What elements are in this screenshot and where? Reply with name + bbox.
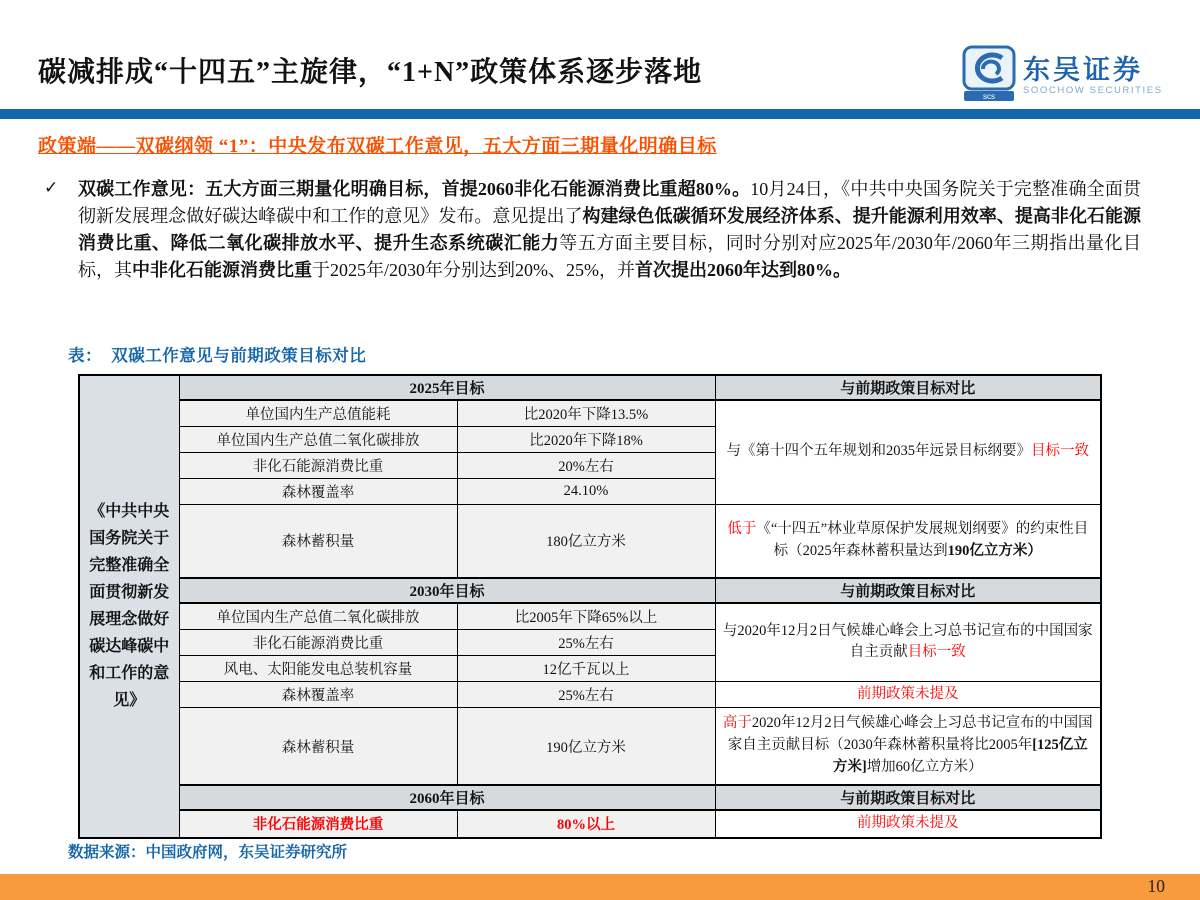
compare-bold: [125亿立方米] [832,737,1088,775]
compare-highlight: 目标一致 [1031,443,1090,460]
section-2030-title: 2030年目标 [179,578,715,603]
cell-indicator: 非化石能源消费比重 [179,629,457,655]
comparison-table-wrap [78,374,1102,839]
compare-text: 《“十四五”林业草原保护发展规划纲要》的约束性目标（2025年森林蓄积量达到 [756,521,1089,559]
compare-highlight: 目标一致 [907,644,966,661]
section-2025-title: 2025年目标 [179,375,715,400]
stub-cell-document-title: 《中共中央国务院关于完整准确全面贯彻新发展理念做好碳达峰碳中和工作的意见》 [79,375,179,838]
cell-value: 比2020年下降18% [457,426,715,452]
section-2030-header-row [79,578,1101,603]
company-logo [962,45,1163,106]
bullet-seg4: 等五方面主要目标，同时分别对应2025年/2030年/2060年三期指出量化目标，其 [78,233,1142,280]
cell-indicator: 森林覆盖率 [179,681,457,708]
cell-indicator: 单位国内生产总值二氧化碳排放 [179,426,457,452]
cell-value: 25%左右 [457,681,715,708]
cell-indicator: 单位国内生产总值能耗 [179,400,457,426]
cell-value: 20%左右 [457,452,715,478]
data-source-note: 数据来源：中国政府网，东吴证券研究所 [68,844,348,861]
section-2025-header-row [79,375,1101,400]
svg-text:scs: scs [983,92,995,101]
soochow-logo-icon [962,45,1016,106]
compare-prefix: 低于 [727,521,757,537]
cell-compare-2030-main [715,603,1101,681]
compare-text: 2020年12月2日气候雄心峰会上习总书记宣布的中国国家自主贡献目标（2030年森林蓄积量将比2005年 [727,715,1093,754]
compare-text: 与《第十四个五年规划和2035年远景目标纲要》 [726,443,1032,460]
section-heading: 政策端——双碳纲领 “1”：中央发布双碳工作意见，五大方面三期量化明确目标 [38,136,717,157]
cell-indicator: 森林蓄积量 [179,708,457,785]
cell-indicator: 单位国内生产总值二氧化碳排放 [179,603,457,629]
section-2060-header-row [79,785,1101,810]
table-row [79,603,1101,629]
compare-suffix: 立方米） [983,542,1042,559]
cell-value: 25%左右 [457,629,715,655]
compare-bold: 190亿 [947,542,984,559]
bullet-seg6: 于2025年/2030年分别达到20%、25%，并 [312,260,635,280]
compare-suffix: 增加60亿立方米） [866,758,983,775]
compare-header-2025: 与前期政策目标对比 [715,375,1101,400]
bullet-text [78,176,1141,284]
checkmark-icon: ✓ [44,178,59,198]
page-number: 10 [1147,876,1165,896]
cell-value: 比2020年下降13.5% [457,400,715,426]
cell-indicator: 非化石能源消费比重 [179,452,457,478]
comparison-table [78,374,1102,839]
table-row [79,708,1101,785]
table-caption: 表： 双碳工作意见与前期政策目标对比 [68,346,367,365]
cell-compare-2025-forest [715,504,1101,578]
table-row [79,681,1101,708]
table-row [79,504,1101,578]
cell-compare-2060: 前期政策未提及 [715,810,1101,838]
cell-value: 比2005年下降65%以上 [457,603,715,629]
cell-value: 190亿立方米 [457,708,715,785]
cell-compare-2030-forest [715,708,1101,785]
header-divider-bar [0,109,1200,119]
page-title: 碳减排成“十四五”主旋律，“1+N”政策体系逐步落地 [38,57,703,88]
bullet-paragraph [44,176,1141,284]
section-2060-title: 2060年目标 [179,785,715,810]
cell-compare-2030-coverage: 前期政策未提及 [715,681,1101,708]
table-row [79,810,1101,838]
logo-text [1023,55,1163,96]
cell-value: 180亿立方米 [457,504,715,578]
compare-prefix: 高于 [722,715,752,732]
logo-name-en: SOOCHOW SECURITIES [1023,85,1163,96]
cell-indicator: 森林蓄积量 [179,504,457,578]
cell-indicator: 森林覆盖率 [179,478,457,504]
bullet-seg2: 10月24日，《中共中央国务院关于完整准确全面贯彻新发展理念做好碳达峰碳中和工作的意见》发布。意见提出了 [78,179,1141,226]
cell-value: 80%以上 [457,810,715,838]
cell-indicator: 风电、太阳能发电总装机容量 [179,655,457,681]
table-row [79,400,1101,426]
compare-header-2030: 与前期政策目标对比 [715,578,1101,603]
logo-name-cn: 东吴证券 [1023,55,1143,85]
bullet-seg3: 构建绿色低碳循环发展经济体系、提升能源利用效率、提高非化石能源消费比重、降低二氧化碳排放水平、提升生态系统碳汇能力 [78,206,1141,253]
cell-value: 12亿千瓦以上 [457,655,715,681]
bullet-seg7: 首次提出2060年达到80%。 [635,260,851,280]
compare-header-2060: 与前期政策目标对比 [715,785,1101,810]
cell-value: 24.10% [457,478,715,504]
bullet-seg5: 中非化石能源消费比重 [132,260,312,280]
compare-text: 与2020年12月2日气候雄心峰会上习总书记宣布的中国国家自主贡献 [722,622,1093,661]
cell-indicator: 非化石能源消费比重 [179,810,457,838]
bottom-accent-bar [0,874,1200,900]
cell-compare-2025-main [715,400,1101,504]
bullet-seg1: 双碳工作意见：五大方面三期量化明确目标，首提2060非化石能源消费比重超80%。 [78,179,751,199]
